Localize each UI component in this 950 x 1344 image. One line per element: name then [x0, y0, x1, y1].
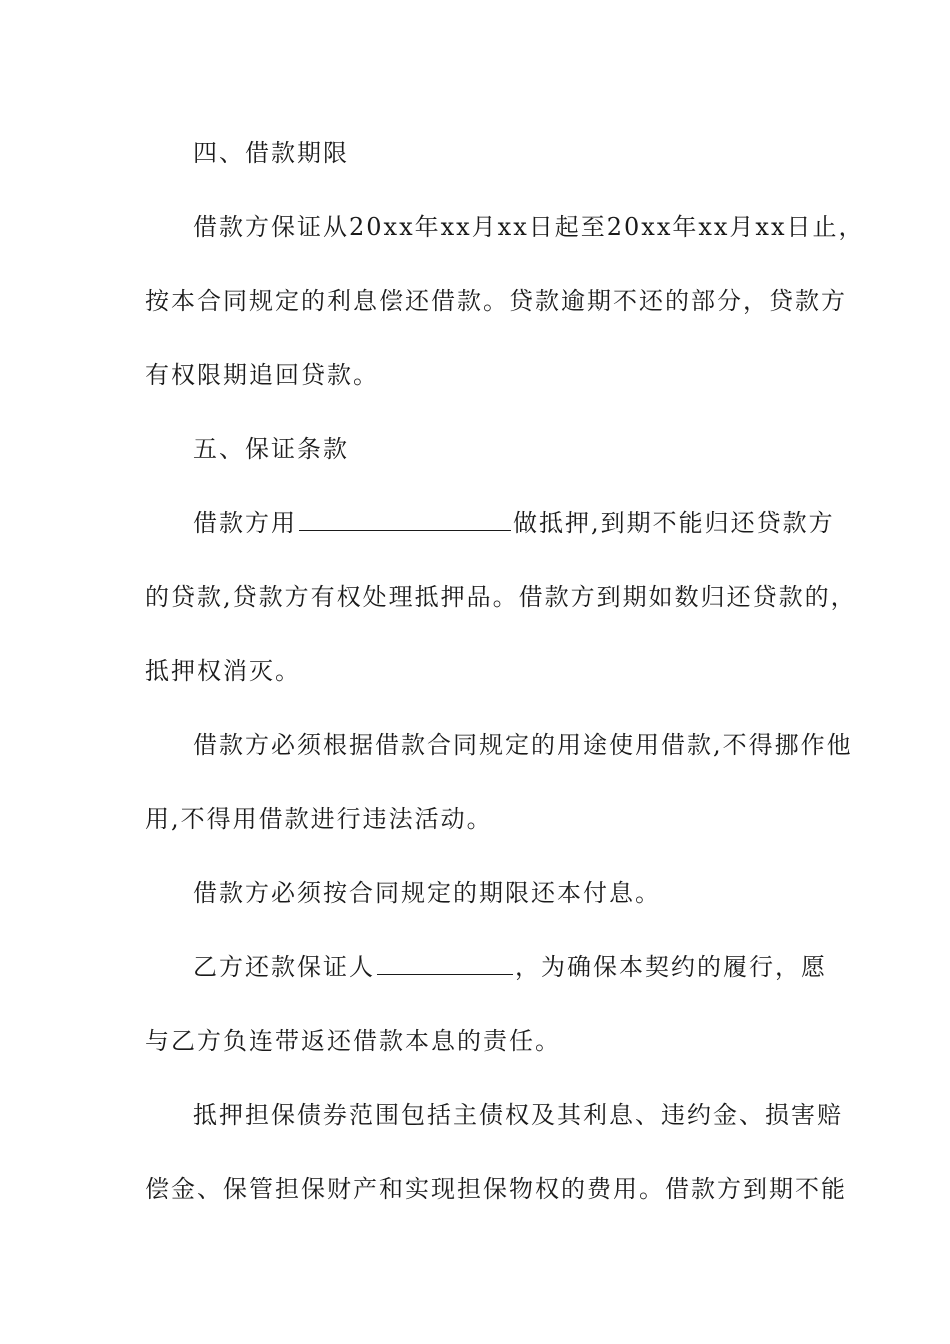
repayment-paragraph-line-1: 借款方必须按合同规定的期限还本付息。 [193, 879, 661, 907]
guarantor-blank-field [377, 952, 513, 975]
usage-paragraph-line-1: 借款方必须根据借款合同规定的用途使用借款,不得挪作他 [193, 731, 853, 759]
collateral-text-after: 做抵押,到期不能归还贷款方 [513, 509, 835, 537]
term-paragraph-line-1: 借款方保证从20xx年xx月xx日起至20xx年xx月xx日止， [193, 213, 865, 241]
usage-paragraph-line-2: 用,不得用借款进行违法活动。 [145, 805, 493, 833]
section-heading-guarantee: 五、保证条款 [193, 435, 349, 463]
collateral-paragraph-line-3: 抵押权消灭。 [145, 657, 301, 685]
term-paragraph-line-3: 有权限期追回贷款。 [145, 361, 379, 389]
scope-paragraph-line-1: 抵押担保债券范围包括主债权及其利息、违约金、损害赔 [193, 1101, 843, 1129]
section-heading-term: 四、借款期限 [193, 139, 349, 167]
collateral-blank-field [299, 508, 511, 531]
guarantor-paragraph-line-2: 与乙方负连带返还借款本息的责任。 [145, 1027, 561, 1055]
collateral-text-before: 借款方用 [193, 509, 297, 537]
guarantor-paragraph-line-1 [193, 951, 827, 983]
guarantor-text-after: ，为确保本契约的履行，愿 [515, 953, 827, 981]
collateral-paragraph-line-2: 的贷款,贷款方有权处理抵押品。借款方到期如数归还贷款的， [145, 583, 857, 611]
guarantor-text-before: 乙方还款保证人 [193, 953, 375, 981]
term-paragraph-line-2: 按本合同规定的利息偿还借款。贷款逾期不还的部分，贷款方 [145, 287, 847, 315]
collateral-paragraph-line-1 [193, 507, 835, 539]
scope-paragraph-line-2: 偿金、保管担保财产和实现担保物权的费用。借款方到期不能 [145, 1175, 847, 1203]
